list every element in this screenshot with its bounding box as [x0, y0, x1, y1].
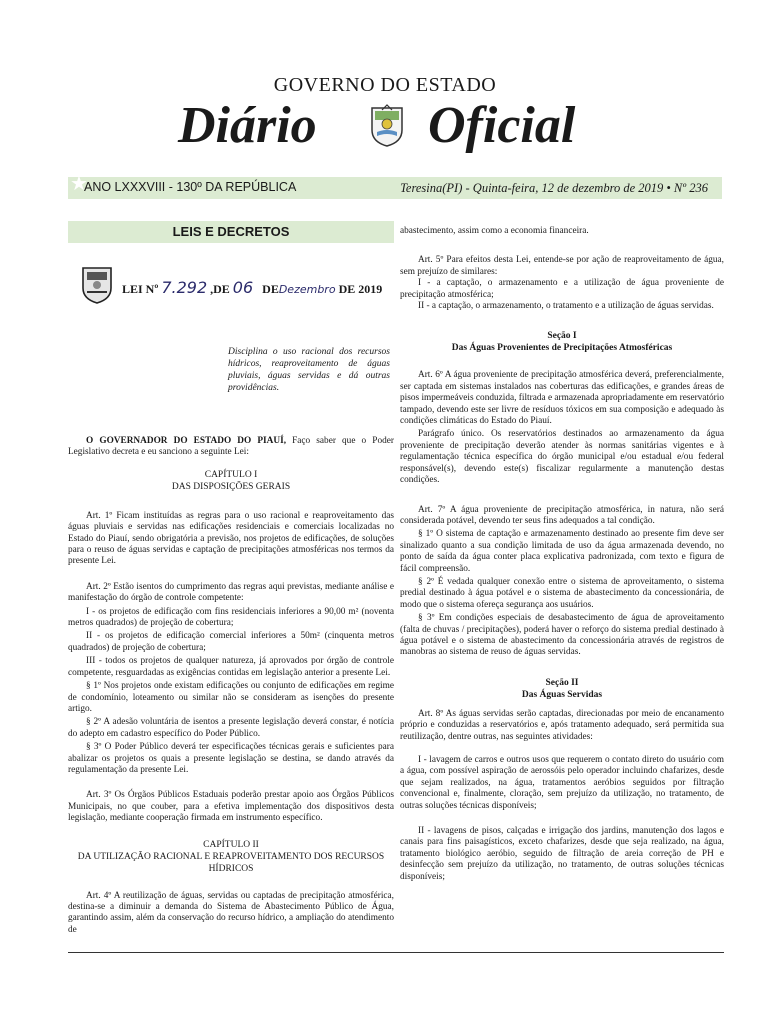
- section-heading: DAS DISPOSIÇÕES GERAIS: [171, 481, 291, 492]
- section-title: LEIS E DECRETOS: [172, 224, 290, 239]
- paragraph: Art. 2º Estão isentos do cumprimento das regras aqui previstas, mediante análise e manifestação do órgão de controle competente:: [68, 581, 394, 604]
- law-year: DE 2019: [338, 282, 383, 296]
- section-heading: CAPÍTULO II: [203, 839, 259, 850]
- paragraph: Art. 1º Ficam instituídas as regras para o uso racional e reaproveitamento das águas pluviais e servidas nas edificações residenciais e comerciais localizadas no Estado do Piauí, sendo obrigatória a previsão, nos projetos de edificações, de soluções para o reuso de águas servidas e captação de precipitações atmosféricas nos termos da presente Lei.: [68, 510, 394, 567]
- section-heading: Das Águas Servidas: [521, 689, 603, 700]
- section-heading: Seção I: [547, 331, 577, 342]
- paragraph: Art. 4º A reutilização de águas, servidas ou captadas de precipitação atmosférica, destina-se a diminuir a demanda do Sistema de Abastecimento Público de Água, garantindo assim, além da conservação do recurso hídrico, a ampliação do atendimento de: [68, 890, 394, 935]
- bottom-divider: [68, 952, 724, 953]
- paragraph: § 3º Em condições especiais de desabastecimento de água de aproveitamento (falta de chuvas / precipitações), poderá haver o reforço do sistema predial destinado à água potável e o sistema de abastecimento da concessionária através de registros de manobras ao sistema de reuso de águas servidas.: [400, 613, 724, 658]
- dateline: Teresina(PI) - Quinta-feira, 12 de dezembro de 2019 • Nº 236: [400, 181, 708, 195]
- section-heading: DA UTILIZAÇÃO RACIONAL E REAPROVEITAMENTO DOS RECURSOS HÍDRICOS: [77, 851, 385, 874]
- section-heading: CAPÍTULO I: [204, 469, 258, 480]
- star-icon: ★: [70, 173, 88, 195]
- edition-label: ANO LXXXVIII - 130º DA REPÚBLICA: [84, 180, 297, 194]
- paragraph: Art. 3º Os Órgãos Públicos Estaduais poderão prestar apoio aos Órgãos Públicos Municipais, no que couber, para a efetiva implementação dos dispositivos desta legislação, mediante cooperação firmada em instrumento específico.: [68, 790, 394, 824]
- law-number: 7.292: [161, 278, 208, 297]
- paragraph: § 3º O Poder Público deverá ter especificações técnicas gerais e suficientes para abalizar os projetos os quais a presente legislação se destina, se dando através da regulamentação da presente Lei.: [68, 742, 394, 775]
- paragraph: I - os projetos de edificação com fins residenciais inferiores a 90,00 m² (noventa metros quadrados) de projeção de cobertura;: [68, 606, 394, 629]
- state-coat-of-arms-icon: [369, 104, 405, 148]
- paragraph: I - a captação, o armazenamento e a utilização de água proveniente de precipitação atmosférica;: [400, 278, 724, 300]
- masthead-government: GOVERNO DO ESTADO: [273, 74, 497, 96]
- paragraph: abastecimento, assim como a economia financeira.: [400, 226, 589, 236]
- paragraph: Parágrafo único. Os reservatórios destinados ao armazenamento da água proveniente de precipitação deverão atender às normas sanitárias vigentes e à regulamentação técnica específica do órgão municipal e/ou estadual e/ou federal responsável(s), devendo este(s) fiscalizar regularmente a manutenção destas condições.: [400, 429, 724, 486]
- law-prefix: LEI Nº: [122, 282, 159, 296]
- paragraph: II - a captação, o armazenamento, o tratamento e a utilização de águas servidas.: [418, 301, 714, 312]
- paragraph: § 1º O sistema de captação e armazenamento destinado ao presente fim deve ser sinalizado quanto a sua condição limitada de uso da água armazenada devendo, no ponto de saída da água conter placa explicativa padronizada, com texto e figura de fácil compreensão.: [400, 529, 724, 574]
- law-month: Dezembro: [278, 283, 336, 296]
- law-heading: [122, 278, 382, 297]
- paragraph: § 2º A adesão voluntária de isentos a presente legislação deverá constar, é notícia do adepto em cadastro específico do Poder Público.: [68, 717, 394, 739]
- paragraph: Art. 5º Para efeitos desta Lei, entende-se por ação de reaproveitamento de água, sem prejuízo de similares:: [400, 255, 724, 277]
- section-heading: Seção II: [545, 677, 579, 688]
- law-de2: DE: [262, 282, 279, 296]
- state-seal-icon: [80, 264, 114, 304]
- paragraph: § 1º Nos projetos onde existam edificações ou conjunto de edificações em regime de condomínio, loteamento ou similar não se consideram as isenções do presente artigo.: [68, 681, 394, 714]
- right-column: [400, 226, 724, 883]
- paragraph: II - lavagens de pisos, calçadas e irrigação dos jardins, manutenção dos lagos e canais para fins paisagísticos, exceto chafarizes, desde que seja realizado, na água, tratamento biológico aeróbio, seguido de filtração de areia correção de PH e desinfecção sem prejuízo da utilização, no tratamento, de outras soluções técnicas disponíveis;: [400, 826, 724, 882]
- left-column: [68, 436, 394, 936]
- paragraph: Art. 6º A água proveniente de precipitação atmosférica deverá, preferencialmente, ser captada em sistemas instalados nas coberturas das edificações, e grandes áreas de pisos impermeáveis conduzida, filtrada e armazenada apropriadamente em reservatório tampado, devendo este ser livre de resíduos tóxicos em sua composição e adequado às condições climáticas do Estado do Piauí.: [400, 370, 724, 427]
- paragraph: II - os projetos de edificação comercial inferiores a 50m² (cinquenta metros quadrados) de projeção de cobertura;: [68, 631, 394, 653]
- paragraph: Art. 7º A água proveniente de precipitação atmosférica, in natura, não será considerada potável, devendo ter seus fins adequados a tal condição.: [400, 504, 724, 526]
- section-heading: Das Águas Provenientes de Precipitações Atmosféricas: [451, 343, 673, 354]
- paragraph: Art. 8º As águas servidas serão captadas, direcionadas por meio de encanamento próprio e conduzidas a reservatórios e, após tratamento adequado, será permitida sua reutilização, dentre outras, nas seguintes atividades:: [400, 708, 724, 742]
- law-de: ,DE: [210, 282, 230, 296]
- paragraph: O GOVERNADOR DO ESTADO DO PIAUÍ, Faço saber que o Poder Legislativo decreta e eu sanciono a seguinte Lei:: [68, 436, 394, 458]
- masthead-word-oficial: Oficial: [428, 97, 576, 154]
- law-summary: Disciplina o uso racional dos recursos hídricos, reaproveitamento de águas pluviais, águas servidas e dá outras providências.: [228, 347, 390, 393]
- masthead-word-diario: Diário: [178, 97, 317, 154]
- paragraph-lead: O GOVERNADOR DO ESTADO DO PIAUÍ,: [86, 436, 287, 446]
- paragraph: I - lavagem de carros e outros usos que requerem o contato direto do usuário com a água, com possível aspiração de aerossóis pelo operador incluindo chafarizes, desde que sejam realizados, na água, tratamentos aeróbios seguidos por filtração convencional e, finalmente, cloração, sem prejuízo da utilização, no tratamento, de outras soluções técnicas disponíveis;: [400, 755, 724, 811]
- paragraph: § 2º É vedada qualquer conexão entre o sistema de aproveitamento, o sistema predial destinado à água potável e o sistema de abastecimento da concessionária, de modo que o sistema ofereça segurança aos usuários.: [400, 576, 724, 610]
- law-day: 06: [232, 278, 254, 297]
- paragraph: III - todos os projetos de qualquer natureza, já aprovados por órgão de controle competente, resguardadas as exigências contidas em legislação anterior a presente Lei.: [68, 656, 394, 678]
